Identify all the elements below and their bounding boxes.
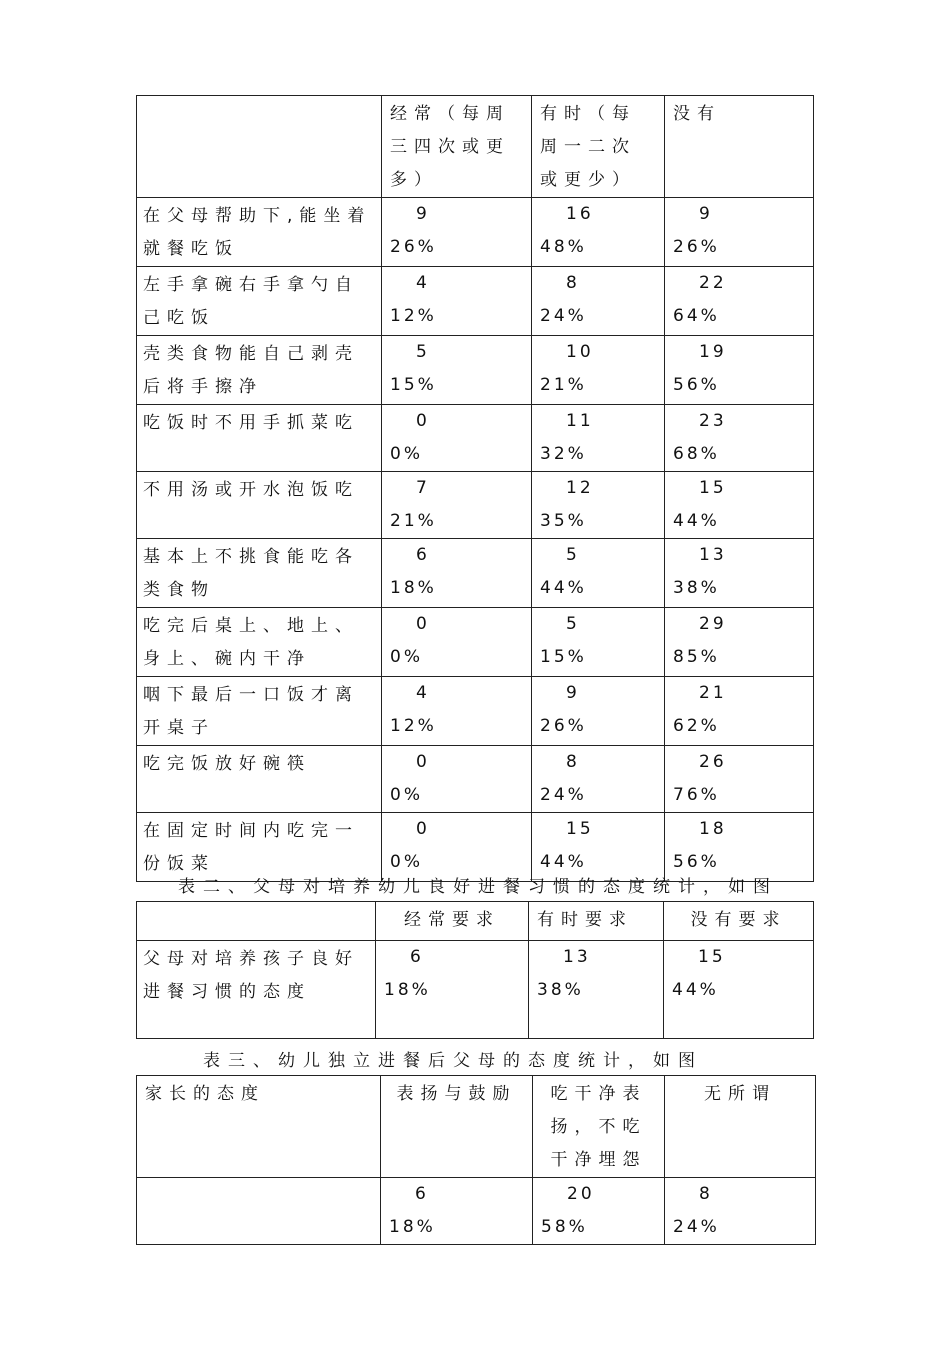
value-cell <box>665 746 814 813</box>
header-cell-empty <box>137 902 376 941</box>
value-cell <box>665 677 814 746</box>
row-label: 在父母帮助下,能坐着就餐吃饭 <box>137 198 382 267</box>
percent: 68% <box>673 444 720 464</box>
value-cell <box>532 405 665 472</box>
percent: 0% <box>390 785 423 805</box>
value-cell <box>532 746 665 813</box>
count: 9 <box>566 683 580 703</box>
percent: 15% <box>540 647 587 667</box>
percent: 26% <box>390 237 437 257</box>
count: 5 <box>566 614 580 634</box>
value-cell <box>382 405 532 472</box>
percent: 76% <box>673 785 720 805</box>
value-cell <box>665 1178 816 1245</box>
count: 6 <box>416 545 430 565</box>
count: 23 <box>699 411 727 431</box>
count: 16 <box>566 204 594 224</box>
header-cell-empty <box>137 96 382 198</box>
value-cell <box>532 267 665 336</box>
percent: 0% <box>390 852 423 872</box>
count: 9 <box>699 204 713 224</box>
value-cell <box>532 198 665 267</box>
value-cell <box>665 608 814 677</box>
count: 10 <box>566 342 594 362</box>
table-header-row <box>137 902 814 941</box>
percent: 58% <box>541 1217 588 1237</box>
count: 13 <box>563 947 591 967</box>
percent: 44% <box>672 980 719 1000</box>
percent: 38% <box>673 578 720 598</box>
value-cell <box>532 472 665 539</box>
percent: 12% <box>390 306 437 326</box>
header-indifferent: 无所谓 <box>665 1076 816 1178</box>
percent: 0% <box>390 444 423 464</box>
percent: 24% <box>540 785 587 805</box>
count: 15 <box>566 819 594 839</box>
table-row <box>137 472 814 539</box>
value-cell <box>665 267 814 336</box>
count: 11 <box>566 411 594 431</box>
count: 8 <box>566 273 580 293</box>
percent: 21% <box>390 511 437 531</box>
count: 9 <box>416 204 430 224</box>
value-cell <box>665 405 814 472</box>
count: 20 <box>567 1184 595 1204</box>
row-label: 左手拿碗右手拿勺自己吃饭 <box>137 267 382 336</box>
value-cell <box>382 336 532 405</box>
row-label <box>137 1178 381 1245</box>
value-cell <box>529 941 664 1039</box>
table-row <box>137 405 814 472</box>
percent: 18% <box>390 578 437 598</box>
table-row <box>137 1178 816 1245</box>
value-cell <box>382 608 532 677</box>
value-cell <box>532 539 665 608</box>
count: 0 <box>416 819 430 839</box>
count: 6 <box>410 947 424 967</box>
percent: 32% <box>540 444 587 464</box>
value-cell <box>665 539 814 608</box>
count: 5 <box>416 342 430 362</box>
count: 21 <box>699 683 727 703</box>
percent: 15% <box>390 375 437 395</box>
header-often-require: 经常要求 <box>376 902 529 941</box>
table2-caption: 表二、父母对培养幼儿良好进餐习惯的态度统计，如图 <box>178 877 778 897</box>
percent: 24% <box>540 306 587 326</box>
count: 5 <box>566 545 580 565</box>
count: 4 <box>416 683 430 703</box>
table-body <box>137 198 814 882</box>
value-cell <box>382 267 532 336</box>
count: 12 <box>566 478 594 498</box>
post-meal-attitude-table <box>136 1075 816 1245</box>
percent: 26% <box>673 237 720 257</box>
value-cell <box>665 336 814 405</box>
count: 26 <box>699 752 727 772</box>
row-label: 父母对培养孩子良好进餐习惯的态度 <box>137 941 376 1039</box>
value-cell <box>664 941 814 1039</box>
value-cell <box>665 198 814 267</box>
value-cell <box>532 677 665 746</box>
table-row <box>137 336 814 405</box>
percent: 12% <box>390 716 437 736</box>
percent: 44% <box>540 852 587 872</box>
header-never-require: 没有要求 <box>664 902 814 941</box>
value-cell <box>376 941 529 1039</box>
count: 6 <box>415 1184 429 1204</box>
count: 13 <box>699 545 727 565</box>
percent: 26% <box>540 716 587 736</box>
header-sometimes: 有时（每周一二次或更少） <box>532 96 665 198</box>
percent: 24% <box>673 1217 720 1237</box>
table3-caption: 表三、幼儿独立进餐后父母的态度统计，如图 <box>203 1051 703 1071</box>
row-label: 基本上不挑食能吃各类食物 <box>137 539 382 608</box>
percent: 48% <box>540 237 587 257</box>
percent: 44% <box>673 511 720 531</box>
count: 29 <box>699 614 727 634</box>
percent: 18% <box>384 980 431 1000</box>
percent: 62% <box>673 716 720 736</box>
count: 15 <box>698 947 726 967</box>
header-never: 没有 <box>665 96 814 198</box>
percent: 38% <box>537 980 584 1000</box>
value-cell <box>381 1178 533 1245</box>
row-label: 在固定时间内吃完一份饭菜 <box>137 813 382 882</box>
count: 15 <box>699 478 727 498</box>
table-row <box>137 677 814 746</box>
value-cell <box>532 336 665 405</box>
value-cell <box>533 1178 665 1245</box>
percent: 21% <box>540 375 587 395</box>
table-row <box>137 198 814 267</box>
row-label: 壳类食物能自己剥壳后将手擦净 <box>137 336 382 405</box>
count: 0 <box>416 752 430 772</box>
row-label: 吃完后桌上、地上、身上、碗内干净 <box>137 608 382 677</box>
count: 0 <box>416 614 430 634</box>
percent: 18% <box>389 1217 436 1237</box>
value-cell <box>382 677 532 746</box>
count: 7 <box>416 478 430 498</box>
header-sometimes-require: 有时要求 <box>529 902 664 941</box>
value-cell <box>665 472 814 539</box>
value-cell <box>382 198 532 267</box>
header-often: 经常（每周三四次或更多） <box>382 96 532 198</box>
count: 19 <box>699 342 727 362</box>
value-cell <box>382 746 532 813</box>
row-label: 咽下最后一口饭才离开桌子 <box>137 677 382 746</box>
count: 18 <box>699 819 727 839</box>
count: 4 <box>416 273 430 293</box>
percent: 44% <box>540 578 587 598</box>
table-row <box>137 539 814 608</box>
percent: 0% <box>390 647 423 667</box>
count: 22 <box>699 273 727 293</box>
row-label: 不用汤或开水泡饭吃 <box>137 472 382 539</box>
habits-table <box>136 95 814 882</box>
count: 8 <box>566 752 580 772</box>
value-cell <box>382 539 532 608</box>
value-cell <box>382 472 532 539</box>
percent: 56% <box>673 375 720 395</box>
table-row <box>137 746 814 813</box>
table-header-row <box>137 96 814 198</box>
row-label: 吃完饭放好碗筷 <box>137 746 382 813</box>
table-row <box>137 941 814 1039</box>
table-row <box>137 608 814 677</box>
header-parent-attitude: 家长的态度 <box>137 1076 381 1178</box>
row-label: 吃饭时不用手抓菜吃 <box>137 405 382 472</box>
percent: 64% <box>673 306 720 326</box>
table-header-row <box>137 1076 816 1178</box>
header-praise: 表扬与鼓励 <box>381 1076 533 1178</box>
percent: 85% <box>673 647 720 667</box>
value-cell <box>532 608 665 677</box>
percent: 56% <box>673 852 720 872</box>
header-praise-or-blame: 吃干净表扬，不吃干净埋怨 <box>533 1076 665 1178</box>
table-row <box>137 267 814 336</box>
count: 0 <box>416 411 430 431</box>
count: 8 <box>699 1184 713 1204</box>
percent: 35% <box>540 511 587 531</box>
parent-attitude-table <box>136 901 814 1039</box>
